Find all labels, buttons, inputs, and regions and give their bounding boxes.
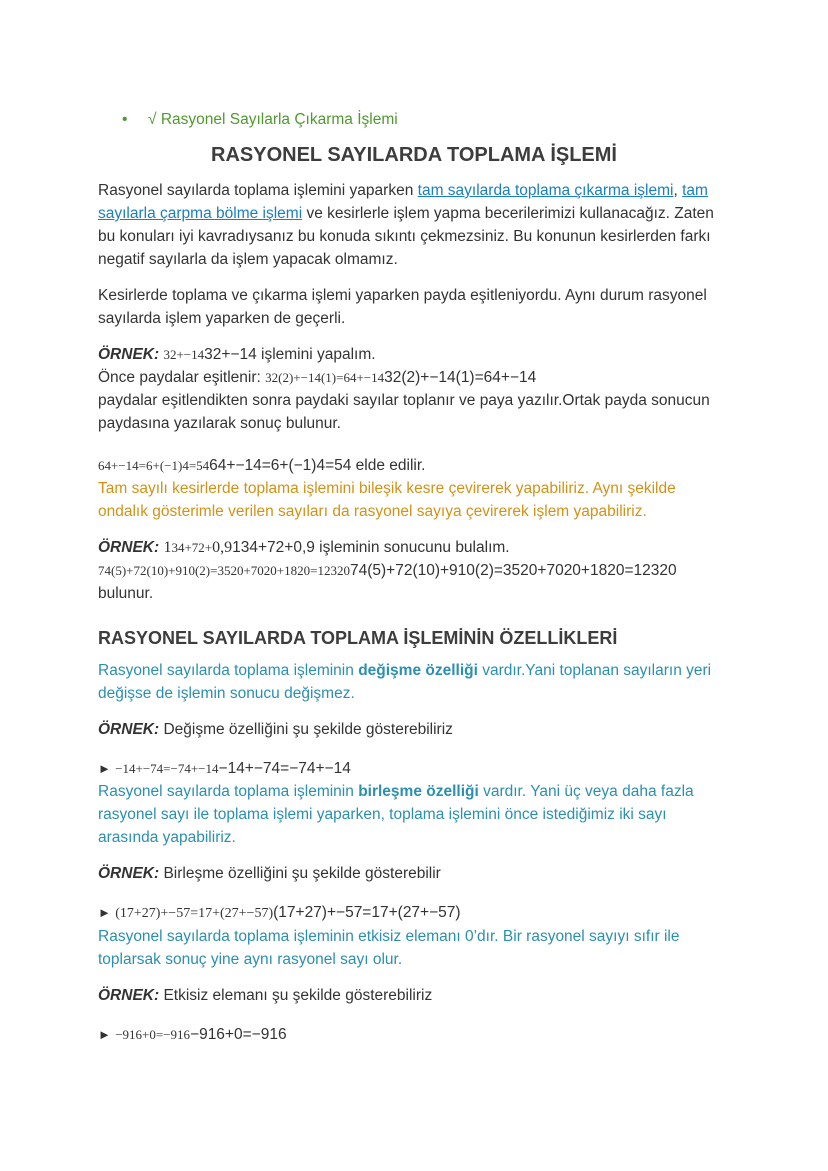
example-3-formula [98, 757, 730, 780]
example-1-result-math: 64+−14=6+(−1)4=54 [98, 458, 210, 473]
commutative-text: Rasyonel sayılarda toplama işleminin [98, 662, 359, 679]
example-2-math-decimal: 0,9 [212, 539, 233, 556]
associative-paragraph [98, 780, 730, 849]
example-2-step-text: 74(5)+72(10)+910(2)=3520+7020+1820=12320 bulunur. [98, 562, 677, 602]
intro-separator: , [673, 182, 683, 199]
example-2-step-math: 74(5)+72(10)+910(2)=3520+7020+1820=12320 [98, 563, 350, 578]
intro-text-end: ve kesirlerle işlem yapma becerilerimizi kullanacağız. Zaten bu konuları iyi kavradıysanız bu konuda sıkıntı çekmezsiniz. Bu konunun kesirlerden farkı negatif sayılarla da işlem yapacak olmamız. [98, 205, 714, 268]
example-2-text: 134+72+0,9 işleminin sonucunu bulalım. [232, 539, 510, 556]
associative-term: birleşme özelliği [358, 783, 479, 800]
identity-paragraph: Rasyonel sayılarda toplama işleminin etkisiz elemanı 0’dır. Bir rasyonel sayıyı sıfır ile toplarsak sonuç yine aynı rasyonel sayı olur. [98, 928, 680, 968]
example-4-math: (17+27)+−57=17+(27+−57) [115, 906, 274, 921]
example-3 [98, 718, 730, 741]
play-arrow-icon: ► [98, 1027, 111, 1042]
example-1-result [98, 454, 730, 477]
example-label: ÖRNEK: [98, 539, 160, 556]
link-integer-addition[interactable]: tam sayılarda toplama çıkarma işlemi [417, 182, 674, 199]
example-5-formula [98, 1023, 730, 1046]
example-1-result-text: 64+−14=6+(−1)4=54 elde edilir. [209, 457, 426, 474]
example-2-math-whole: 1 [163, 539, 172, 556]
denominator-paragraph: Kesirlerde toplama ve çıkarma işlemi yaparken payda eşitleniyordu. Aynı durum rasyonel sayılarda işlem yaparken de geçerli. [98, 287, 707, 327]
play-arrow-icon: ► [98, 905, 111, 920]
associative-text-end: vardır. Yani üç veya daha fazla rasyonel sayı ile toplama işlemi yaparken, toplama işlemini önce istediğimiz iki sayı arasında yapabiliriz. [98, 783, 694, 846]
example-1 [98, 343, 730, 435]
commutative-term: değişme özelliği [358, 662, 478, 679]
example-1-text: 32+−14 işlemini yapalım. [204, 346, 376, 363]
example-3-text: Değişme özelliğini şu şekilde gösterebiliriz [163, 721, 453, 738]
example-2-math-fractions: 34+72+ [171, 540, 213, 555]
intro-text: Rasyonel sayılarda toplama işlemini yaparken [98, 182, 418, 199]
example-2 [98, 536, 730, 605]
example-1-math: 32+−14 [163, 347, 205, 362]
example-5-math: −916+0=−916 [115, 1027, 191, 1042]
example-5-text: Etkisiz elemanı şu şekilde gösterebiliriz [163, 987, 433, 1004]
example-1-explanation: paydalar eşitlendikten sonra paydaki sayılar toplanır ve paya yazılır.Ortak payda sonucun paydasına yazılarak sonuç bulunur. [98, 392, 710, 432]
example-4-formula-text: (17+27)+−57=17+(27+−57) [273, 904, 461, 921]
example-1-step-math: 32(2)+−14(1)=64+−14 [265, 370, 385, 385]
commutative-text-end: vardır.Yani toplanan sayıların yeri değişse de işlemin sonucu değişmez. [98, 662, 712, 702]
example-4 [98, 862, 730, 885]
page-title: RASYONEL SAYILARDA TOPLAMA İŞLEMİ [211, 144, 617, 166]
example-label: ÖRNEK: [98, 721, 160, 738]
section-title-properties: RASYONEL SAYILARDA TOPLAMA İŞLEMİNİN ÖZELLİKLERİ [98, 628, 618, 648]
bullet-dot-icon: • [122, 111, 128, 128]
example-3-formula-text: −14+−74=−74+−14 [218, 760, 351, 777]
link-integer-multiplication[interactable]: tam sayılarla çarpma bölme işlemi [98, 182, 708, 222]
intro-paragraph [98, 179, 730, 271]
document-content [98, 108, 730, 1046]
play-arrow-icon: ► [98, 761, 111, 776]
example-1-step-text: 32(2)+−14(1)=64+−14 [384, 369, 537, 386]
bullet-list-item [98, 108, 730, 131]
example-4-formula [98, 901, 730, 925]
example-5 [98, 984, 730, 1007]
bullet-item-text: √ Rasyonel Sayılarla Çıkarma İşlemi [148, 111, 398, 128]
commutative-paragraph [98, 659, 730, 705]
example-4-text: Birleşme özelliğini şu şekilde gösterebilir [163, 865, 441, 882]
example-1-step-label: Önce paydalar eşitlenir: [98, 369, 266, 386]
example-5-formula-text: −916+0=−916 [190, 1026, 287, 1043]
example-label: ÖRNEK: [98, 346, 160, 363]
example-label: ÖRNEK: [98, 987, 160, 1004]
example-3-math: −14+−74=−74+−14 [115, 761, 219, 776]
associative-text: Rasyonel sayılarda toplama işleminin [98, 783, 359, 800]
example-label: ÖRNEK: [98, 865, 160, 882]
mixed-fraction-note: Tam sayılı kesirlerde toplama işlemini bileşik kesre çevirerek yapabiliriz. Aynı şekilde ondalık gösterimle verilen sayıları da rasyonel sayıya çevirerek işlem yapabiliriz. [98, 480, 676, 520]
